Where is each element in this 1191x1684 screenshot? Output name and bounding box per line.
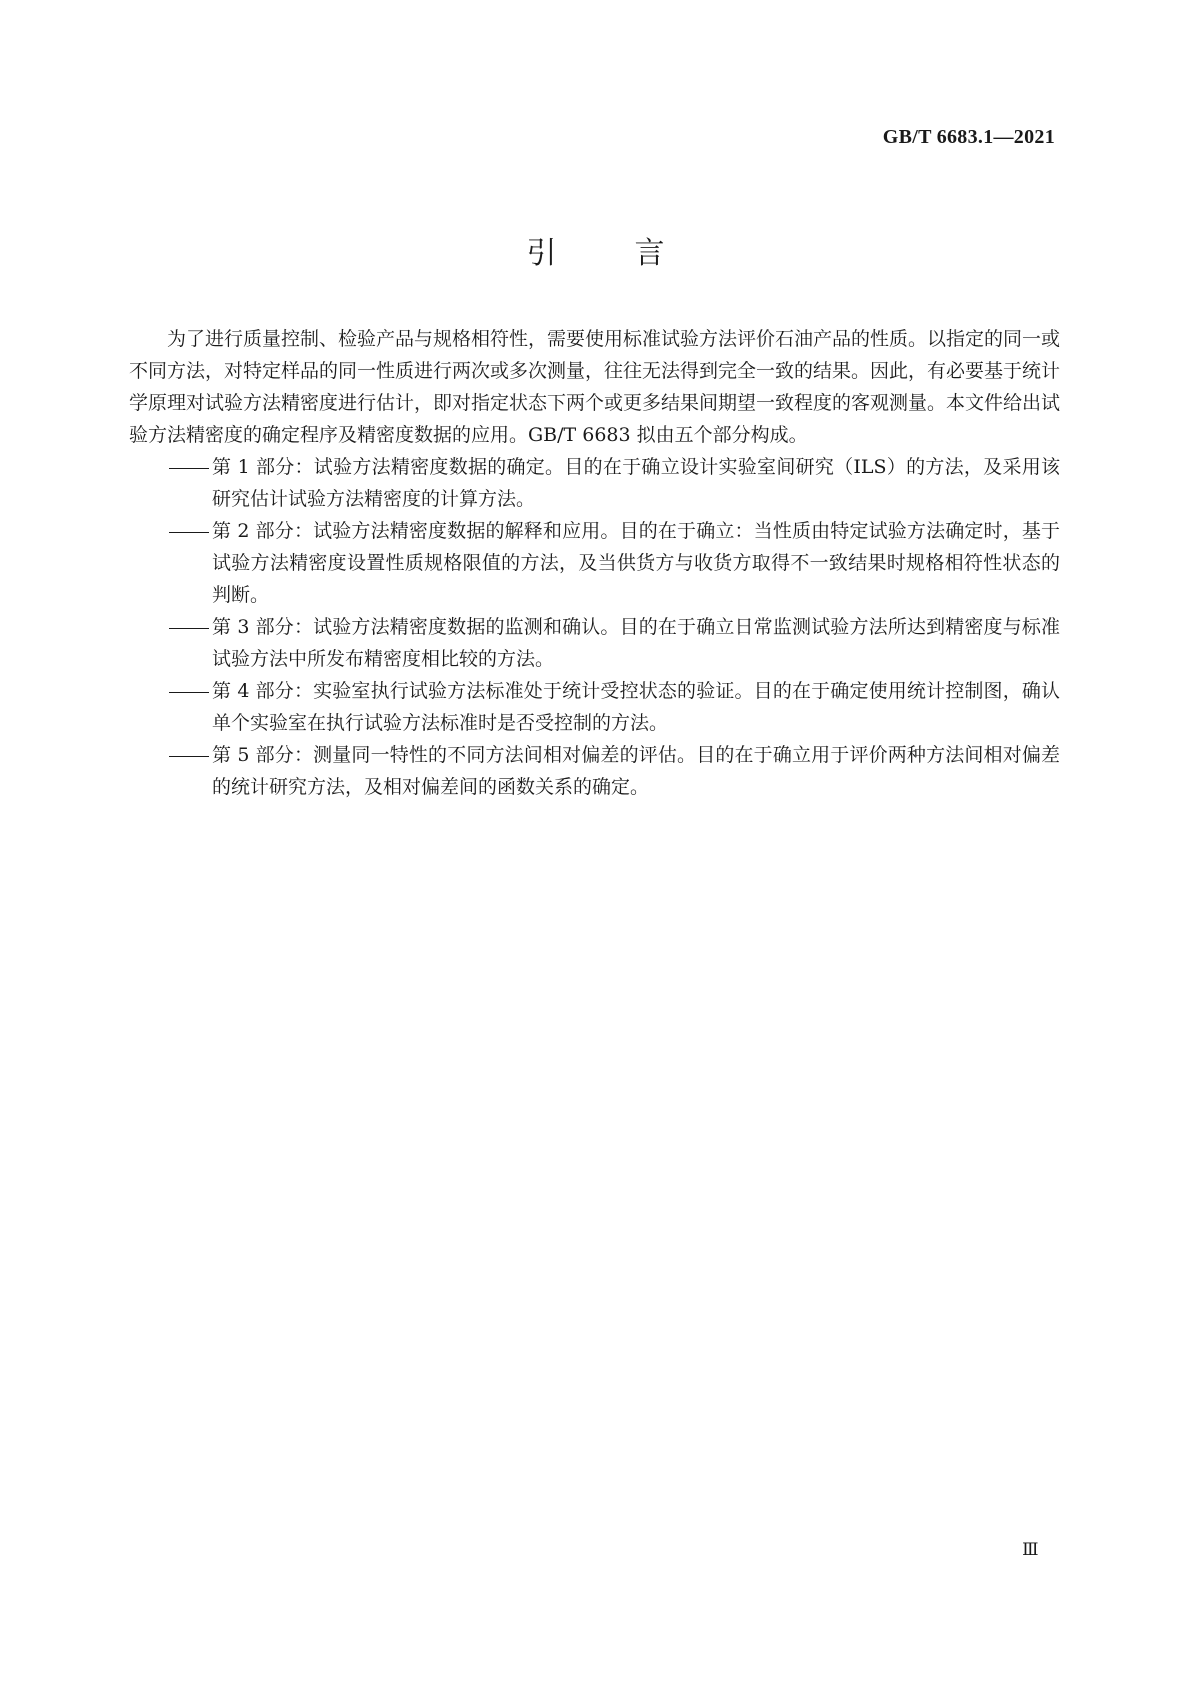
title-char-1: 引 (526, 236, 557, 271)
body-text (129, 323, 1060, 803)
list-item-text: 第 2 部分：试验方法精密度数据的解释和应用。目的在于确立：当性质由特定试验方法确定时，基于试验方法精密度设置性质规格限值的方法，及当供货方与收货方取得不一致结果时规格相符性状态的判断。 (212, 520, 1060, 606)
page-title (0, 228, 1191, 272)
parts-list (129, 451, 1060, 803)
list-item (129, 451, 1060, 515)
list-item (129, 675, 1060, 739)
list-item (129, 611, 1060, 675)
list-item-text: 第 5 部分：测量同一特性的不同方法间相对偏差的评估。目的在于确立用于评价两种方法间相对偏差的统计研究方法，及相对偏差间的函数关系的确定。 (212, 744, 1060, 798)
page-number: Ⅲ (1022, 1540, 1038, 1559)
list-item (129, 739, 1060, 803)
list-item-text: 第 1 部分：试验方法精密度数据的确定。目的在于确立设计实验室间研究（ILS）的方法，及采用该研究估计试验方法精密度的计算方法。 (212, 456, 1060, 510)
list-item (129, 515, 1060, 611)
document-code: GB/T 6683.1—2021 (882, 126, 1055, 148)
list-item-text: 第 4 部分：实验室执行试验方法标准处于统计受控状态的验证。目的在于确定使用统计控制图，确认单个实验室在执行试验方法标准时是否受控制的方法。 (212, 680, 1060, 734)
list-item-text: 第 3 部分：试验方法精密度数据的监测和确认。目的在于确立日常监测试验方法所达到精密度与标准试验方法中所发布精密度相比较的方法。 (212, 616, 1060, 670)
intro-paragraph: 为了进行质量控制、检验产品与规格相符性，需要使用标准试验方法评价石油产品的性质。以指定的同一或不同方法，对特定样品的同一性质进行两次或多次测量，往往无法得到完全一致的结果。因此，有必要基于统计学原理对试验方法精密度进行估计，即对指定状态下两个或更多结果间期望一致程度的客观测量。本文件给出试验方法精密度的确定程序及精密度数据的应用。GB/T 6683 拟由五个部分构成。 (129, 328, 1061, 446)
title-char-2: 言 (634, 236, 665, 271)
